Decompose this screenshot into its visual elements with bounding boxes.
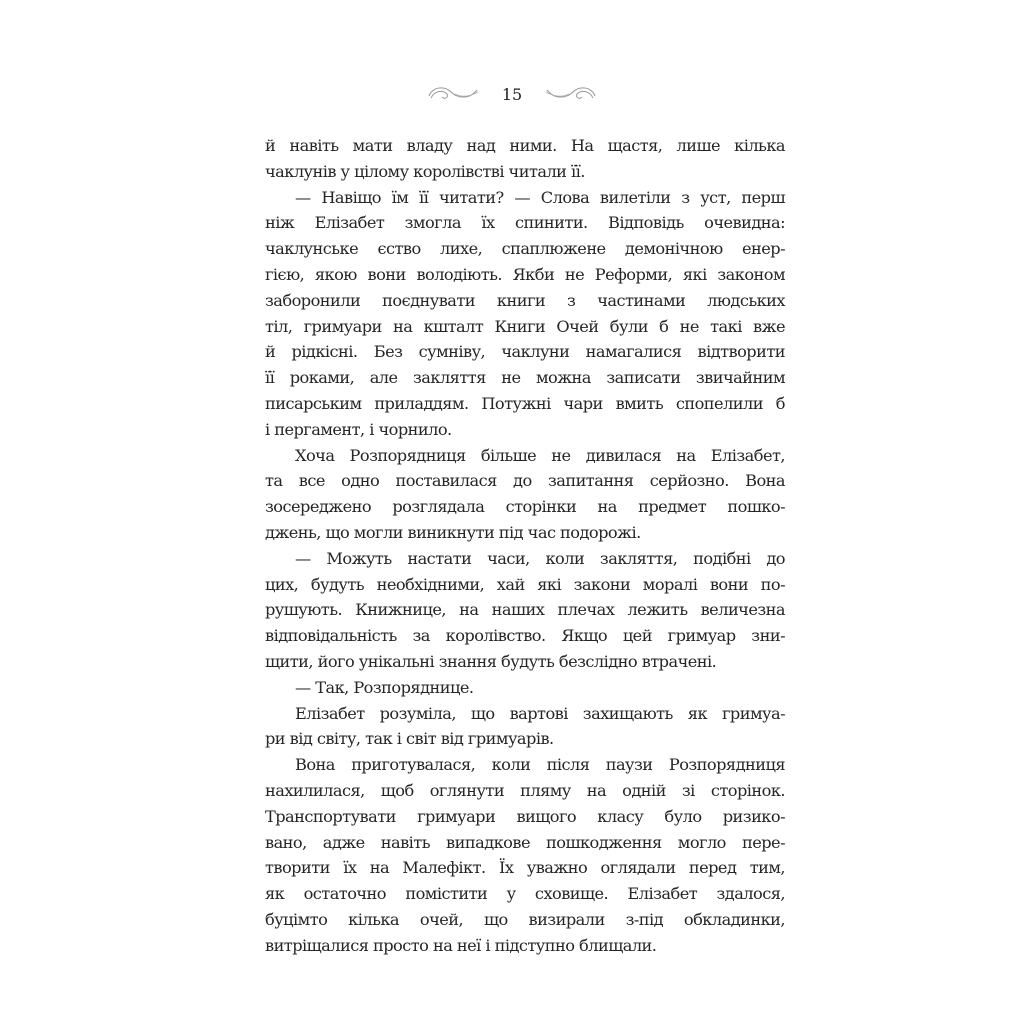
text-line: рушують. Книжнице, на наших плечах лежить величезна <box>265 600 785 620</box>
text-line: — Навіщо їм її читати? — Слова вилетіли з уст, перш <box>295 187 785 207</box>
text-line: Вона приготувалася, коли після паузи Розпорядниця <box>295 755 785 775</box>
text-line: чаклунське єство лихе, спаплюжене демонічною енер- <box>265 239 785 259</box>
text-line: і пергамент, і чорнило. <box>265 419 452 439</box>
text-line: та все одно поставилася до запитання серйозно. Вона <box>265 471 785 491</box>
text-line: Елізабет розуміла, що вартові захищають як гримуа- <box>295 703 785 723</box>
text-line: й рідкісні. Без сумніву, чаклуни намагалися відтворити <box>265 342 785 362</box>
text-line: витріщалися просто на неї і підступно блищали. <box>265 935 657 955</box>
text-line: тіл, гримуари на кшталт Книги Очей були б не такі вже <box>265 316 785 336</box>
text-line: вано, адже навіть випадкове пошкодження могло пере- <box>265 832 785 852</box>
body-text <box>265 133 785 959</box>
text-line: й навіть мати владу над ними. На щастя, лише кілька <box>265 136 785 155</box>
flourish-right-icon <box>543 82 599 106</box>
text-line: — Можуть настати часи, коли закляття, подібні до <box>295 548 785 568</box>
text-line: зосереджено розглядала сторінки на предмет пошко- <box>265 497 785 517</box>
page-header <box>0 78 1024 110</box>
text-line: Транспортувати гримуари вищого класу було ризико- <box>265 806 785 826</box>
text-line: Хоча Розпорядниця більше не дивилася на Елізабет, <box>295 445 785 465</box>
text-line: гією, якою вони володіють. Якби не Реформи, які законом <box>265 264 785 284</box>
text-line: нахилилася, щоб оглянути пляму на одній зі сторінок. <box>265 780 785 800</box>
text-line: цих, будуть необхідними, хай які закони моралі вони по- <box>265 574 785 594</box>
text-line: як остаточно помістити у сховище. Елізабет здалося, <box>265 884 785 904</box>
page-number: 15 <box>501 84 523 104</box>
flourish-left-icon <box>425 82 481 106</box>
text-line: буцімто кілька очей, що визирали з-під обкладинки, <box>265 909 785 929</box>
text-line: писарським приладдям. Потужні чари вмить спопелили б <box>265 393 785 413</box>
text-line: щити, його унікальні знання будуть безслідно втрачені. <box>265 651 717 671</box>
text-line: її роками, але закляття не можна записати звичайним <box>265 368 785 388</box>
text-line: відповідальність за королівство. Якщо цей гримуар зни- <box>265 626 785 646</box>
text-line: заборонили поєднувати книги з частинами людських <box>265 290 785 310</box>
text-line: творити їх на Малефікт. Їх уважно оглядали перед тим, <box>265 858 785 878</box>
text-line: ніж Елізабет змогла їх спинити. Відповідь очевидна: <box>265 213 785 233</box>
text-line: чаклунів у цілому королівстві читали її. <box>265 161 585 181</box>
text-line: джень, що могли виникнути під час подорожі. <box>265 522 641 542</box>
text-line: ри від світу, так і світ від гримуарів. <box>265 729 554 749</box>
text-line: — Так, Розпоряднице. <box>295 677 474 697</box>
